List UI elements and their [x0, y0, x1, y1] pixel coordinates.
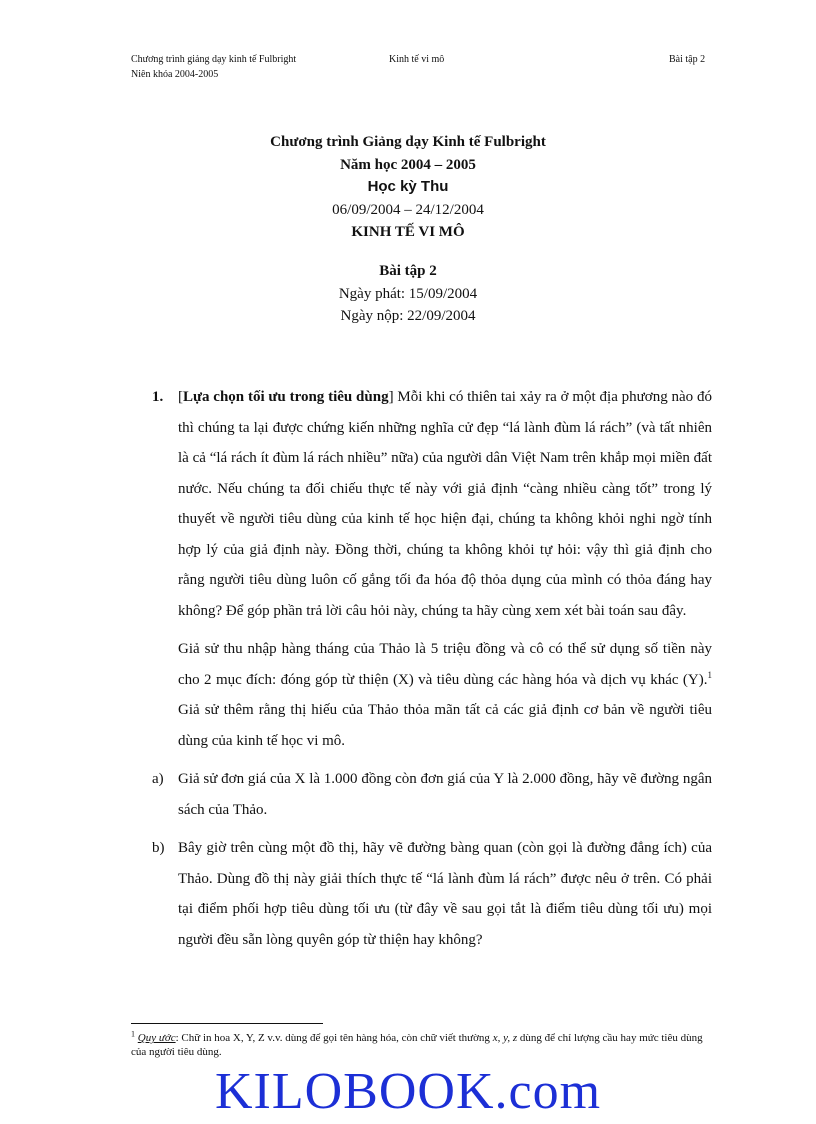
question-1 [152, 382, 712, 963]
header-course: Kinh tế vi mô [389, 54, 445, 65]
issue-date: Ngày phát: 15/09/2004 [338, 285, 478, 302]
term-title: Học kỳ Thu [367, 178, 449, 196]
bracket-close: ] [388, 389, 394, 405]
program-title: Chương trình Giảng dạy Kinh tế Fulbright [270, 134, 546, 150]
sub-question-b [152, 833, 712, 955]
footnote-mark: 1 [131, 1029, 135, 1039]
year-title: Năm học 2004 – 2005 [340, 156, 476, 173]
header-academic-year: Niên khóa 2004-2005 [131, 69, 219, 80]
header-assignment: Bài tập 2 [669, 54, 706, 65]
sub-question-label: a) [152, 771, 164, 787]
due-date: Ngày nộp: 22/09/2004 [340, 308, 476, 325]
header-left [131, 52, 296, 82]
sub-question-label: b) [152, 840, 165, 856]
question-intro [178, 382, 712, 626]
title-block [0, 131, 816, 328]
footnote-text-b: dùng để chỉ lượng cầu hay mức tiêu dùng của người tiêu dùng. [131, 1032, 703, 1058]
bracket-open: [ [178, 389, 183, 405]
sub-question-a [152, 764, 712, 825]
setup-text-2: Giả sử thêm rằng thị hiếu của Thảo thỏa mãn tất cả các giả định cơ bản về người tiêu dùng của kinh tế học vi mô. [178, 702, 712, 749]
setup-text-1: Giả sử thu nhập hàng tháng của Thảo là 5 triệu đồng và cô có thể sử dụng số tiền này cho 2 mục đích: đóng góp từ thiện (X) và tiêu dùng các hàng hóa và dịch vụ khác (Y). [178, 641, 712, 688]
course-title: KINH TẾ VI MÔ [351, 224, 465, 241]
footnote-label: Quy ước [137, 1032, 176, 1044]
term-dates: 06/09/2004 – 24/12/2004 [332, 201, 484, 218]
footnote-text-a: : Chữ in hoa X, Y, Z v.v. dùng để gọi tên hàng hóa, còn chữ viết thường [175, 1032, 493, 1044]
footnote-divider [131, 1023, 323, 1024]
question-intro-text: Mỗi khi có thiên tai xảy ra ở một địa phương nào đó thì chúng ta lại được chứng kiến những nghĩa cử đẹp “lá lành đùm lá rách” (và tất nhiên là cả “lá rách ít đùm lá rách nhiều” nữa) của người dân Việt Nam trên khắp mọi miền đất nước. Nếu chúng ta đối chiếu thực tế này với giả định “càng nhiều càng tốt” trong lý thuyết về người tiêu dùng của kinh tế học hiện đại, chúng ta không khỏi nghi ngờ tính hợp lý của giả định này. Đồng thời, chúng ta không khỏi tự hỏi: vậy thì giả định cho rằng người tiêu dùng luôn cố gắng tối đa hóa độ thỏa dụng của mình có thỏa đáng hay không? Để góp phần trả lời câu hỏi này, chúng ta hãy cùng xem xét bài toán sau đây. [178, 389, 712, 619]
header-program: Chương trình giảng dạy kinh tế Fulbright [131, 54, 297, 65]
question-number: 1. [152, 389, 164, 405]
footnote [131, 1031, 711, 1059]
sub-question-text: Bây giờ trên cùng một đồ thị, hãy vẽ đường bàng quan (còn gọi là đường đẳng ích) của Thảo. Dùng đồ thị này giải thích thực tế “lá lành đùm lá rách” được nêu ở trên. Có phải tại điểm phối hợp tiêu dùng tối ưu (từ đây về sau gọi tắt là điểm tiêu dùng tối ưu) mọi người đều sẵn lòng quyên góp từ thiện hay không? [178, 840, 712, 948]
question-setup [178, 634, 712, 756]
footnote-ref: 1 [707, 669, 712, 680]
watermark-logo: KILOBOOK.com [214, 1063, 602, 1120]
footnote-vars: x, y, z [492, 1032, 518, 1044]
sub-question-text: Giả sử đơn giá của X là 1.000 đồng còn đơn giá của Y là 2.000 đồng, hãy vẽ đường ngân sách của Thảo. [178, 771, 712, 818]
question-topic: Lựa chọn tối ưu trong tiêu dùng [183, 389, 389, 405]
assignment-title: Bài tập 2 [379, 262, 437, 279]
